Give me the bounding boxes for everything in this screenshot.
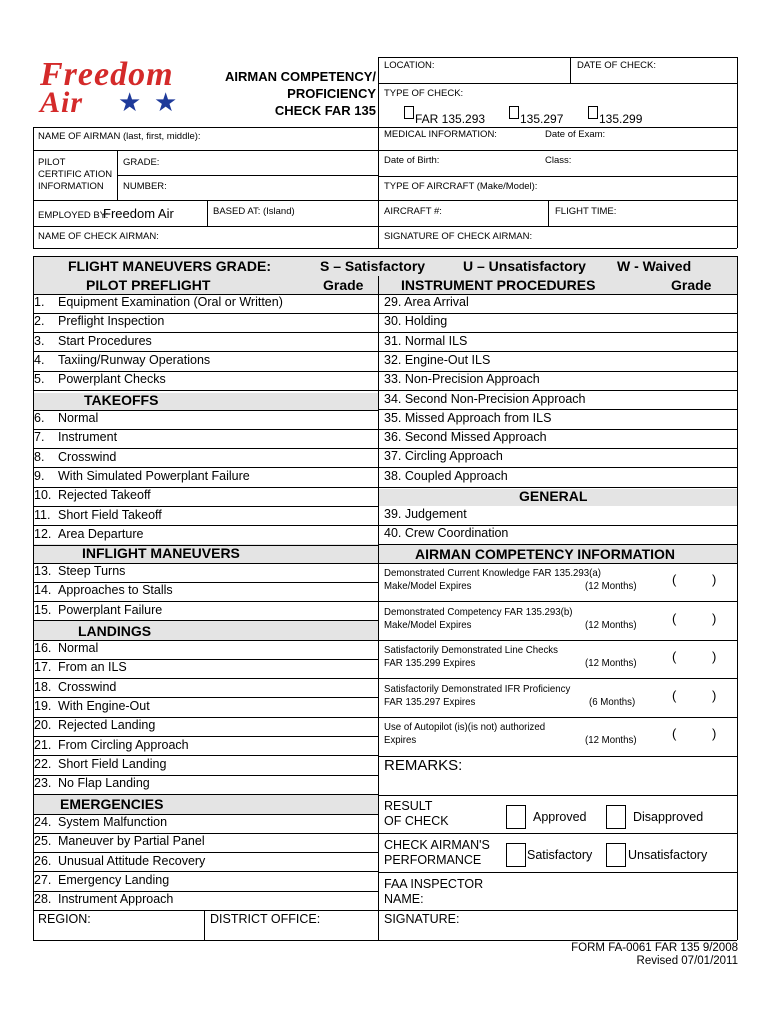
competency-expiry: (12 Months) — [585, 618, 637, 631]
grade-label: GRADE: — [123, 157, 160, 168]
unsatisfactory-checkbox[interactable] — [606, 843, 626, 867]
satisfactory-checkbox[interactable] — [506, 843, 526, 867]
title-line-3: CHECK FAR 135 — [274, 103, 376, 118]
maneuver-label: Short Field Takeoff — [58, 507, 162, 522]
maneuver-label: Powerplant Failure — [58, 602, 163, 617]
district-office-label: DISTRICT OFFICE: — [210, 912, 321, 926]
maneuver-number: 23. — [34, 776, 52, 791]
maneuver-label: Short Field Landing — [58, 756, 167, 771]
maneuver-label: Steep Turns — [58, 564, 126, 578]
name-of-check-airman-label: NAME OF CHECK AIRMAN: — [38, 231, 159, 242]
based-at-label: BASED AT: (Island) — [213, 206, 295, 217]
grade-paren-close: ) — [712, 572, 717, 587]
maneuver-number: 28. — [34, 892, 52, 907]
type-of-aircraft-label: TYPE OF AIRCRAFT (Make/Model): — [384, 181, 538, 192]
procedure-item: 34. Second Non-Precision Approach — [384, 391, 586, 406]
landings-heading: LANDINGS — [78, 623, 152, 639]
maneuver-number: 14. — [34, 583, 52, 598]
maneuver-number: 3. — [34, 333, 45, 348]
grade-paren-open: ( — [672, 610, 677, 626]
maneuver-label: System Malfunction — [58, 815, 168, 829]
maneuver-label: Instrument Approach — [58, 892, 174, 907]
pilot-cert-line: INFORMATION — [38, 181, 104, 192]
maneuver-number: 16. — [34, 641, 52, 655]
signature-of-check-airman-label: SIGNATURE OF CHECK AIRMAN: — [384, 231, 533, 242]
grade-column-right: Grade — [671, 277, 712, 293]
maneuver-item — [34, 312, 164, 331]
signature-label: SIGNATURE: — [384, 912, 460, 926]
maneuver-number: 21. — [34, 737, 52, 752]
maneuver-label: Rejected Takeoff — [58, 488, 151, 503]
title-line-2: PROFICIENCY — [287, 86, 376, 101]
flight-maneuvers-grade-label: FLIGHT MANEUVERS GRADE: — [68, 258, 271, 274]
maneuver-number: 26. — [34, 853, 52, 868]
maneuver-item — [34, 890, 173, 909]
maneuver-label: Equipment Examination (Oral or Written) — [58, 295, 283, 309]
maneuver-item — [34, 678, 116, 697]
number-label: NUMBER: — [123, 181, 167, 192]
procedure-item: 35. Missed Approach from ILS — [384, 410, 552, 425]
maneuver-number: 11. — [34, 507, 51, 522]
maneuver-label: Crosswind — [58, 679, 117, 694]
employed-by-label: EMPLOYED BY: — [38, 210, 109, 221]
competency-line-1: Demonstrated Current Knowledge FAR 135.293(a) — [384, 567, 601, 579]
maneuver-item — [34, 448, 116, 467]
maneuver-label: Normal — [58, 411, 99, 425]
emergencies-heading: EMERGENCIES — [60, 796, 164, 812]
grade-paren-close: ) — [712, 726, 717, 742]
maneuver-number: 27. — [34, 872, 52, 887]
maneuver-item — [34, 736, 189, 755]
maneuver-item — [34, 755, 166, 774]
form-number — [571, 942, 738, 968]
name-of-airman-label: NAME OF AIRMAN (last, first, middle): — [38, 131, 201, 142]
location-label: LOCATION: — [384, 60, 435, 71]
region-label: REGION: — [38, 912, 91, 926]
maneuver-number: 9. — [34, 468, 45, 483]
far-135-299-label: 135.299 — [599, 112, 643, 126]
date-of-birth-label: Date of Birth: — [384, 155, 440, 166]
maneuver-number: 25. — [34, 834, 52, 849]
grade-waived: W - Waived — [617, 258, 692, 274]
far-135-297-label: 135.297 — [520, 112, 564, 126]
maneuver-label: With Simulated Powerplant Failure — [58, 468, 250, 483]
maneuver-number: 1. — [34, 295, 45, 309]
result-label-line: OF CHECK — [384, 814, 449, 828]
approved-checkbox[interactable] — [506, 805, 526, 829]
maneuver-label: Unusual Attitude Recovery — [58, 853, 206, 868]
maneuver-label: Emergency Landing — [58, 872, 170, 887]
far-135-299-checkbox[interactable] — [588, 106, 598, 119]
takeoffs-heading: TAKEOFFS — [84, 392, 159, 408]
competency-item — [384, 721, 545, 747]
airman-competency-heading: AIRMAN COMPETENCY INFORMATION — [415, 546, 676, 562]
disapproved-checkbox[interactable] — [606, 805, 626, 829]
maneuver-label: Powerplant Checks — [58, 372, 166, 387]
grade-paren-open: ( — [672, 649, 677, 665]
medical-info-label: MEDICAL INFORMATION: — [384, 129, 497, 140]
procedure-item: 37. Circling Approach — [384, 449, 503, 464]
type-of-check-label: TYPE OF CHECK: — [384, 88, 464, 99]
class-label: Class: — [545, 155, 572, 166]
maneuver-label: Instrument — [58, 430, 118, 445]
competency-line-2: Make/Model Expires — [384, 580, 472, 592]
maneuver-item — [34, 832, 205, 851]
grade-paren-open: ( — [672, 726, 677, 742]
satisfactory-label: Satisfactory — [527, 848, 593, 862]
maneuver-label: Preflight Inspection — [58, 314, 165, 329]
pilot-cert-info-label — [38, 157, 112, 193]
maneuver-item — [34, 467, 250, 486]
competency-item — [384, 683, 570, 709]
maneuver-label: Normal — [58, 641, 99, 655]
procedure-item: 38. Coupled Approach — [384, 468, 508, 483]
form-info-line: FORM FA-0061 FAR 135 9/2008 — [571, 942, 738, 954]
grade-paren-open: ( — [672, 687, 677, 703]
disapproved-label: Disapproved — [633, 810, 704, 824]
maneuver-number: 15. — [34, 602, 52, 617]
competency-line-1: Demonstrated Competency FAR 135.293(b) — [384, 605, 573, 618]
check-airman-performance-label — [384, 838, 490, 868]
maneuver-item — [34, 852, 205, 871]
maneuver-number: 2. — [34, 314, 45, 329]
maneuver-item — [34, 351, 210, 370]
title-line-1: AIRMAN COMPETENCY/ — [225, 69, 376, 84]
maneuver-number: 20. — [34, 718, 52, 733]
maneuver-label: Area Departure — [58, 526, 144, 541]
grade-paren-close: ) — [712, 649, 717, 665]
maneuver-number: 19. — [34, 698, 52, 713]
grade-paren-close: ) — [712, 687, 717, 703]
star-icon: ★ — [118, 87, 142, 117]
competency-line-2: FAR 135.297 Expires — [384, 695, 476, 708]
competency-line-1: Satisfactorily Demonstrated IFR Proficiency — [384, 682, 571, 695]
maneuver-item — [34, 716, 155, 735]
general-heading: GENERAL — [519, 488, 588, 504]
maneuver-item — [34, 697, 150, 716]
procedure-item: 31. Normal ILS — [384, 333, 468, 348]
maneuver-label: From an ILS — [58, 660, 127, 675]
maneuver-number: 10. — [34, 488, 52, 503]
maneuver-item — [34, 525, 143, 544]
instrument-procedures-heading: INSTRUMENT PROCEDURES — [401, 277, 596, 293]
competency-item — [384, 606, 572, 632]
competency-line-1: Use of Autopilot (is)(is not) authorized — [384, 721, 546, 734]
maneuver-label: From Circling Approach — [58, 737, 189, 752]
maneuver-label: With Engine-Out — [58, 698, 150, 713]
date-of-exam-label: Date of Exam: — [545, 129, 606, 140]
result-of-check-label — [384, 799, 449, 829]
inflight-maneuvers-heading: INFLIGHT MANEUVERS — [82, 545, 240, 561]
competency-expiry: (12 Months) — [585, 734, 637, 747]
competency-line-2: FAR 135.299 Expires — [384, 657, 476, 670]
maneuver-item — [34, 428, 117, 447]
result-label-line: RESULT — [384, 799, 433, 813]
pilot-preflight-heading: PILOT PREFLIGHT — [86, 277, 211, 293]
maneuver-item — [34, 409, 98, 428]
competency-line-2: Expires — [384, 734, 417, 747]
employer-value: Freedom Air — [103, 206, 174, 221]
maneuver-label: Taxiing/Runway Operations — [58, 352, 211, 367]
competency-expiry: (12 Months) — [585, 580, 637, 592]
maneuver-label: No Flap Landing — [58, 776, 150, 791]
procedure-item: 36. Second Missed Approach — [384, 430, 547, 445]
pilot-cert-line: CERTIFIC ATION — [38, 169, 113, 180]
grade-satisfactory: S – Satisfactory — [320, 258, 426, 274]
faa-label-line: NAME: — [384, 892, 424, 906]
maneuver-item — [34, 562, 125, 581]
grade-paren-open: ( — [672, 572, 677, 587]
procedure-item: 40. Crew Coordination — [384, 526, 509, 541]
maneuver-number: 18. — [34, 679, 52, 694]
maneuver-number: 8. — [34, 449, 45, 464]
maneuver-number: 22. — [34, 756, 52, 771]
far-135-297-checkbox[interactable] — [509, 106, 519, 119]
maneuver-item — [34, 813, 167, 832]
procedure-item: 32. Engine-Out ILS — [384, 352, 491, 367]
maneuver-number: 17. — [34, 660, 52, 675]
approved-label: Approved — [533, 810, 587, 824]
date-of-check-label: DATE OF CHECK: — [577, 60, 656, 71]
performance-label-line: PERFORMANCE — [384, 853, 482, 867]
maneuver-number: 12. — [34, 526, 52, 541]
competency-expiry: (12 Months) — [585, 657, 637, 670]
pilot-cert-line: PILOT — [38, 157, 66, 168]
maneuver-label: Maneuver by Partial Panel — [58, 834, 205, 849]
competency-item — [384, 567, 601, 593]
procedure-item: 33. Non-Precision Approach — [384, 372, 540, 387]
procedure-item: 39. Judgement — [384, 507, 467, 521]
unsatisfactory-label: Unsatisfactory — [628, 848, 708, 862]
maneuver-label: Start Procedures — [58, 333, 152, 348]
form-title — [196, 68, 376, 119]
maneuver-number: 5. — [34, 372, 45, 387]
maneuver-label: Crosswind — [58, 449, 117, 464]
faa-inspector-name-label — [384, 877, 483, 907]
maneuver-label: Rejected Landing — [58, 718, 156, 733]
flight-time-label: FLIGHT TIME: — [555, 206, 617, 217]
aircraft-number-label: AIRCRAFT #: — [384, 206, 442, 217]
grade-paren-close: ) — [712, 610, 717, 626]
logo-text-freedom: Freedom — [40, 56, 174, 93]
remarks-label: REMARKS: — [384, 757, 463, 774]
maneuver-item — [34, 639, 98, 658]
procedure-item: 29. Area Arrival — [384, 295, 469, 309]
maneuver-item — [34, 774, 150, 793]
maneuver-number: 4. — [34, 352, 45, 367]
faa-label-line: FAA INSPECTOR — [384, 877, 484, 891]
maneuver-item — [34, 370, 166, 389]
performance-label-line: CHECK AIRMAN'S — [384, 838, 490, 852]
procedure-item: 30. Holding — [384, 314, 448, 329]
grade-column-left: Grade — [323, 277, 364, 293]
competency-item — [384, 644, 558, 670]
maneuver-item — [34, 506, 162, 525]
far-135-293-checkbox[interactable] — [404, 106, 414, 119]
maneuver-item — [34, 658, 127, 677]
form-info-line: Revised 07/01/2011 — [636, 955, 738, 967]
maneuver-item — [34, 332, 152, 351]
maneuver-label: Approaches to Stalls — [58, 583, 173, 598]
maneuver-item — [34, 581, 173, 600]
competency-line-2: Make/Model Expires — [384, 618, 472, 631]
far-135-293-label: FAR 135.293 — [415, 112, 486, 126]
maneuver-number: 13. — [34, 564, 52, 578]
competency-expiry: (6 Months) — [589, 695, 636, 708]
maneuver-number: 6. — [34, 411, 45, 425]
maneuver-number: 7. — [34, 430, 45, 445]
grade-unsatisfactory: U – Unsatisfactory — [463, 258, 586, 274]
maneuver-item — [34, 871, 169, 890]
maneuver-item — [34, 601, 162, 620]
maneuver-item — [34, 486, 151, 505]
competency-line-1: Satisfactorily Demonstrated Line Checks — [384, 644, 558, 657]
star-icon: ★ — [154, 87, 178, 117]
maneuver-number: 24. — [34, 815, 52, 829]
logo-text-air: Air — [40, 86, 84, 119]
maneuver-item — [34, 293, 283, 312]
